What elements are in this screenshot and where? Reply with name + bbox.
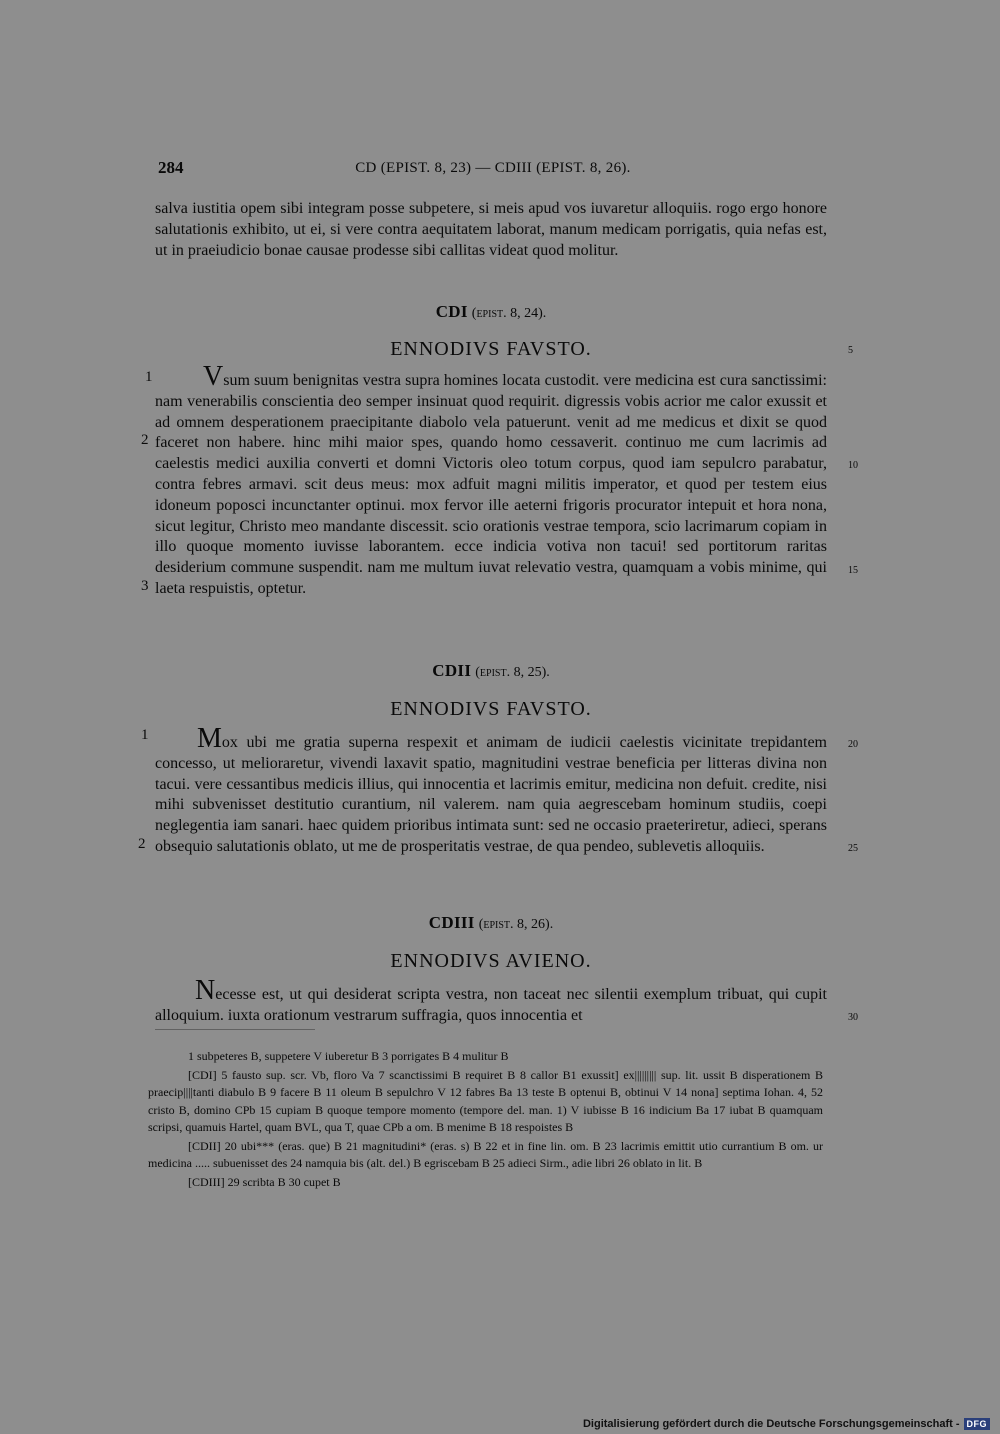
intro-text: salva iustitia opem sibi integram posse subpetere, si meis apud vos iuvaretur alloquiis. rogo ergo honore salutationis exhibito, ut ei, si vere contra aequitatem laborat, manum medicam porrigatis, quia nefas est, ut in praeiudicio bonae causae prodesse sibi callitas videat quod molitur. xyxy=(155,200,827,259)
apparatus-entry: [CDII] 20 ubi*** (eras. que) B 21 magnitudini* (eras. s) B 22 et in fine lin. om. B 23 lacrimis emittit utio currantium B om. ur medicina ..... subuenisset des 24 namquia bis (alt. del.) B egriscebam B 25 adieci Sirm., adie libri 26 oblato in lit. B xyxy=(148,1139,823,1171)
drop-initial: N xyxy=(195,975,216,1006)
letter-body-cdi xyxy=(155,361,827,600)
paragraph-marker: 3 xyxy=(141,578,149,594)
paragraph-marker: 2 xyxy=(138,836,146,852)
drop-initial: M xyxy=(197,723,222,754)
line-number: 25 xyxy=(848,843,858,854)
footnote-rule xyxy=(155,1029,315,1030)
letter-title-cdi xyxy=(155,302,827,322)
critical-apparatus xyxy=(148,1048,823,1194)
apparatus-entry: 1 subpeteres B, suppetere V iuberetur B 3 porrigates B 4 mulitur B xyxy=(188,1049,509,1063)
letter-title-cdii xyxy=(155,661,827,681)
line-number: 15 xyxy=(848,565,858,576)
letter-epist: (epist. 8, 26). xyxy=(478,917,554,932)
letter-text: sum suum benignitas vestra supra homines locata custodit. vere medicina est cura sanctissimi: nam venerabilis conscientia deo semper insinuat quod requirit. digressis vobis acrior me calor exussit et ad omnem desperationem praecipitante diabolo vela patuerunt. venit ad me medicus et dixit se quod faceret non habere. hinc mihi maior spes, quando homo cessaverit. continuo me cum lacrimis ad caelestis medici auxilia converti et domni Victoris oleo totum corpus, quod iam sepulcro parabatur, contra febres armavi. scit deus meus: mox adfuit magni militis imperator, et quod per testem eius idoneum poposci incunctanter optinui. mox fervor ille aeterni frigoris procurator intepuit et hora nona, sicut legitur, Christo meo mandante discessit. scio orationis vestrae tempora, scio lacrimarum copiam in illo quoque momento iuvisse laborantem. ecce indicia votiva non tacui! sed portitorum raritas desiderium commune suspendit. nam me multum iuvat relevatio vestra, quamquam a vobis minime, qui laeta respuistis, optetur. xyxy=(155,372,827,597)
paragraph-marker: 1 xyxy=(141,727,149,743)
paragraph-marker: 2 xyxy=(141,432,149,448)
line-number: 10 xyxy=(848,460,858,471)
running-title: CD (EPIST. 8, 23) — CDIII (EPIST. 8, 26). xyxy=(355,160,631,176)
apparatus-entry: [CDIII] 29 scribta B 30 cupet B xyxy=(188,1175,341,1190)
dfg-logo: DFG xyxy=(964,1418,991,1430)
line-number: 30 xyxy=(848,1012,858,1023)
apparatus-entry: [CDI] 5 fausto sup. scr. Vb, floro Va 7 scanctissimi B requiret B 8 callor B1 exussit] ex||||||||| sup. lit. ussit B disperationem B praecip||||tanti diabulo B 9 facere B 11 oleum B sepulchro V 12 fabres Ba 13 teste B optenui B, obtinui V 14 nona] septima Iohan. 4, 52 cristo B, domino CPb 15 cupiam B quoque tempore momento (tempore del. man. 1) V iubisse B 16 indicium Ba 17 iubat B quamquam scripsi, quamuis Hartel, quam BVL, qua T, quae CPb a om. B menime B 18 respoistes B xyxy=(148,1068,823,1134)
paragraph-marker: 1 xyxy=(145,369,153,385)
letter-epist: (epist. 8, 25). xyxy=(475,665,550,680)
addressee-cdi: ENNODIVS FAVSTO. xyxy=(390,338,592,360)
letter-text: ox ubi me gratia superna respexit et animam de iudicii caelestis vicinitate trepidantem concesso, ut melioraretur, vivendi laxavit spatio, magnitudini vestrae beneficia per litteras divina non tacui. vere cessantibus medicis illius, qui innocentia et lacrimis emitur, medicina non defuit. credite, nisi mihi subvenisset destitutio curantium, nil valerem. nam quia aegrescebam hominum studiis, coepi neglegentia iam sanari. haec quidem prioribus intimata sunt: sed ne occasio praeteriretur, adieci, sperans obsequio salutationis oblato, ut me de prosperitatis vestrae, de qua pendeo, sublevetis alloquiis. xyxy=(155,734,827,855)
letter-number: CDII xyxy=(432,661,472,680)
line-number: 20 xyxy=(848,739,858,750)
addressee-cdiii: ENNODIVS AVIENO. xyxy=(390,950,592,972)
letter-number: CDI xyxy=(435,302,468,321)
page-header xyxy=(158,158,828,182)
page-number: 284 xyxy=(158,158,184,177)
letter-body-cdiii xyxy=(155,975,827,1027)
addressee-cdii: ENNODIVS FAVSTO. xyxy=(390,698,592,720)
footer-text: Digitalisierung gefördert durch die Deutsche Forschungsgemeinschaft - xyxy=(582,1418,960,1430)
intro-paragraph xyxy=(155,199,827,261)
letter-title-cdiii xyxy=(155,913,827,933)
line-number: 5 xyxy=(848,345,853,356)
letter-number: CDIII xyxy=(428,913,475,932)
letter-epist: (epist. 8, 24). xyxy=(471,306,547,321)
drop-initial: V xyxy=(203,361,224,392)
digitization-footer xyxy=(583,1418,990,1430)
letter-text: ecesse est, ut qui desiderat scripta vestra, non taceat nec silentii exemplum tribuat, qui cupit alloquium. iuxta orationum vestrarum suffragia, quos innocentia et xyxy=(155,986,827,1024)
letter-body-cdii xyxy=(155,723,827,858)
